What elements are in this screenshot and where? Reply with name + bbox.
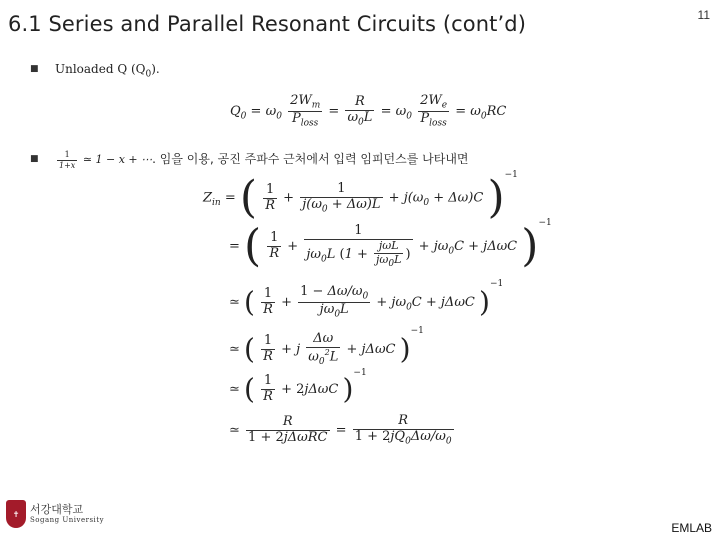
bullet-marker: ■	[30, 154, 39, 164]
zin-equation-line-1: $Z_{in}$ = ( $\frac{1}{R}$ + $\frac{1}{j(\omega_0 + \Delta\omega)L}$ + $j(\omega_0 + \Delta\omega)C$ )$^{-1}$	[203, 170, 518, 223]
slide-title: 6.1 Series and Parallel Resonant Circuits (cont’d)	[8, 12, 526, 36]
bullet-1-text: Unloaded Q $(Q_0)$.	[55, 62, 160, 80]
q0-equation: $Q_0 = \omega_0$ $\frac{2W_m}{P_{loss}}$ = $\frac{R}{\omega_0L}$ = $\omega_0$ $\frac{2W_e}{P_{loss}}$ = $\omega_0RC$	[230, 93, 507, 129]
zin-equation-line-2: = ( $\frac{1}{R}$ + 1 $j\omega_0L$ (1 + $\frac{\text{jωL}}{j\omega_0L}$ ) + $j\omega_0C + j\Delta\omega C$ )$^{-1}$	[229, 218, 552, 272]
page-number: 11	[697, 8, 710, 22]
university-logo: ✝ 서강대학교 Sogang University	[6, 500, 104, 528]
zin-equation-line-4: ≃ ( $\frac{1}{R}$ + j $\frac{\Delta\omega}{\omega_0^2L}$ + jΔωC )$^{-1}$	[229, 326, 424, 367]
zin-equation-line-3: ≃ ( $\frac{1}{R}$ + $\frac{1 - \Delta\omega/\omega_0}{j\omega_0L}$ + $j\omega_0C + j\Delta\omega C$ )$^{-1}$	[229, 279, 504, 320]
bullet-marker: ■	[30, 64, 39, 74]
zin-equation-line-6: ≃ $\frac{R}{\text{1 + 2jΔωRC}}$ = $\frac{R}{1 + 2jQ_0\Delta\omega/\omega_0}$	[229, 413, 452, 447]
bullet-2-text: $\frac{1}{1+x}$ ≃ 1 − x + ⋯. 임을 이용, 공진 주파수 근처에서 입력 임피던스를 나타내면	[59, 150, 469, 170]
seal-icon: ✝	[6, 500, 26, 528]
zin-equation-line-5: ≃ ( $\frac{1}{R}$ + 2jΔωC )$^{-1}$	[229, 368, 367, 406]
lab-label: EMLAB	[671, 521, 712, 535]
